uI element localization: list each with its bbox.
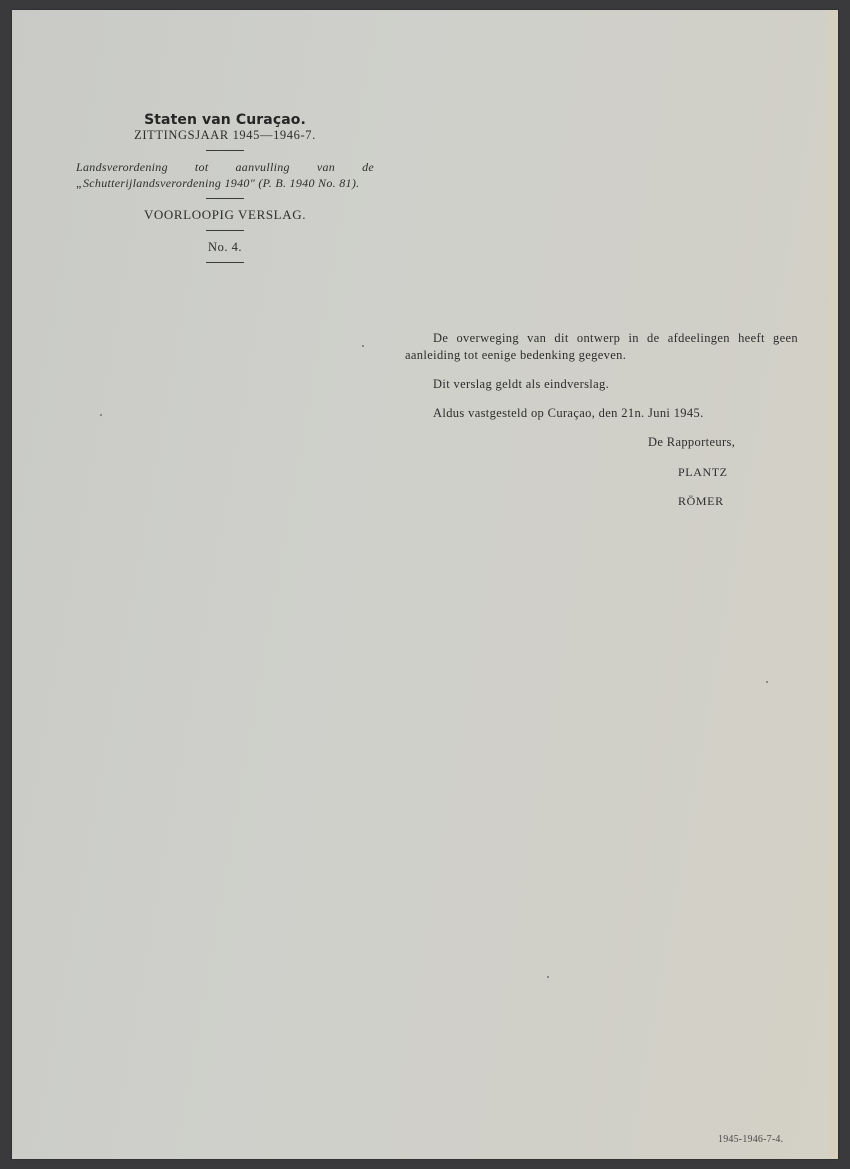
paper-speck — [547, 976, 549, 978]
paragraph: Aldus vastgesteld op Curaçao, den 21n. Juni 1945. — [433, 406, 704, 420]
organization-title: Staten van Curaçao. — [144, 112, 306, 128]
paragraph: De overweging van dit ontwerp in de afdeelingen heeft geen aanleiding tot eenige bedenking gegeven. — [405, 331, 798, 362]
report-type: VOORLOOPIG VERSLAG. — [143, 207, 307, 222]
report-number: No. 4. — [208, 240, 242, 254]
document-page — [12, 10, 838, 1159]
divider — [206, 262, 244, 263]
paper-speck — [362, 345, 364, 347]
divider — [206, 150, 244, 151]
paper-speck — [100, 414, 102, 416]
document-header — [76, 112, 374, 271]
signatory-name: RÖMER — [678, 494, 724, 508]
divider — [206, 230, 244, 231]
session-year: ZITTINGSJAAR 1945—1946-7. — [134, 128, 316, 142]
archive-code: 1945-1946-7-4. — [718, 1134, 784, 1145]
paper-speck — [766, 681, 768, 683]
bill-subject: Landsverordening tot aanvulling van de „Schutterijlandsverordening 1940" (P. B. 1940 No. 81). — [76, 160, 374, 190]
report-body — [405, 330, 798, 434]
divider — [206, 198, 244, 199]
signatory-name: PLANTZ — [678, 465, 728, 479]
paragraph: Dit verslag geldt als eindverslag. — [433, 377, 610, 391]
signatory-label: De Rapporteurs, — [648, 435, 736, 449]
